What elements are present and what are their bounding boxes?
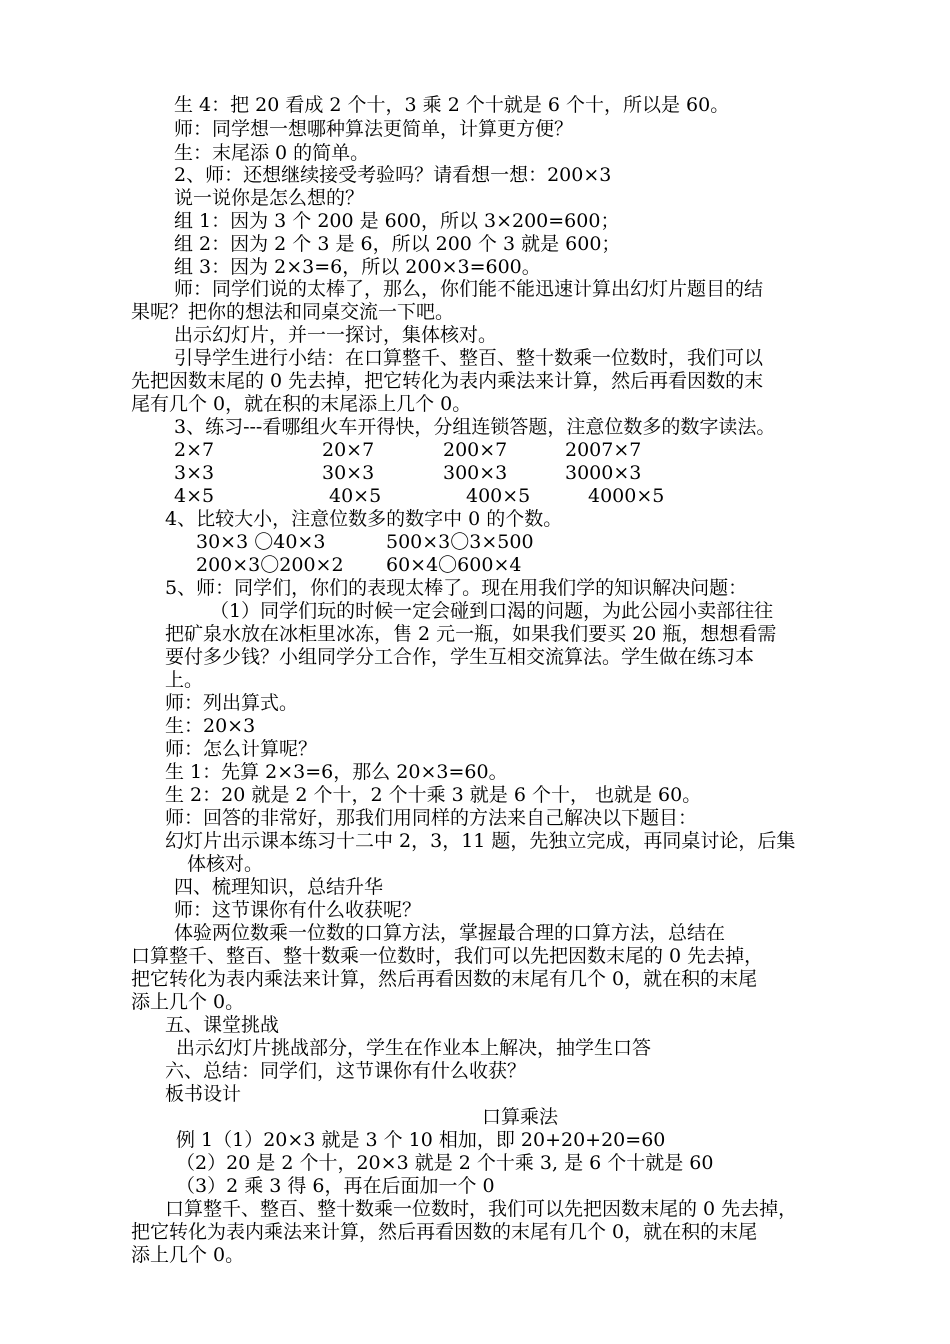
section-heading: 五、课堂挑战 [165,1014,280,1036]
text-line: 果呢？把你的想法和同桌交流一下吧。 [131,301,455,323]
practice-item: 2×7 [174,439,215,461]
compare-item: 30×3 〇40×3 [196,531,326,553]
text-line: 例 1（1）20×3 就是 3 个 10 相加，即 20+20+20=60 [176,1129,666,1151]
text-line: 尾有几个 0，就在积的末尾添上几个 0。 [131,393,472,415]
text-line: （2）20 是 2 个十，20×3 就是 2 个十乘 3, 是 6 个十就是 60 [176,1152,714,1174]
text-line: 出示幻灯片挑战部分，学生在作业本上解决，抽学生口答 [176,1037,652,1059]
text-line: （1）同学们玩的时候一定会碰到口渴的问题，为此公园小卖部往往 [210,600,774,622]
text-line: 上。 [165,669,204,691]
text-line: 先把因数末尾的 0 先去掉，把它转化为表内乘法来计算，然后再看因数的末 [131,370,764,392]
text-line: 添上几个 0。 [131,991,245,1013]
text-line: 要付多少钱？小组同学分工合作，学生互相交流算法。学生做在练习本 [165,646,755,668]
text-line: 师：怎么计算呢？ [165,738,318,760]
text-line: 5、师：同学们，你们的表现太棒了。现在用我们学的知识解决问题： [165,577,748,599]
text-line: 组 3：因为 2×3=6，所以 200×3=600。 [174,256,541,278]
practice-item: 20×7 [322,439,375,461]
text-line: 幻灯片出示课本练习十二中 2，3，11 题，先独立完成，再同桌讨论，后集 [165,830,796,852]
section-heading: 六、总结：同学们，这节课你有什么收获？ [165,1060,527,1082]
practice-item: 300×3 [443,462,508,484]
text-line: 组 2：因为 2 个 3 是 6，所以 200 个 3 就是 600； [174,233,621,255]
text-line: 师：回答的非常好，那我们用同样的方法来自己解决以下题目： [165,807,698,829]
practice-item: 4×5 [174,485,215,507]
text-line: 生：末尾添 0 的简单。 [174,142,370,164]
text-line: 2、师：还想继续接受考验吗？请看想一想：200×3 [174,164,612,186]
compare-item: 200×3〇200×2 [196,554,344,576]
text-line: 口算整千、整百、整十数乘一位数时，我们可以先把因数末尾的 0 先去掉， [131,945,764,967]
section-heading: 板书设计 [165,1083,242,1105]
text-line: 生 4：把 20 看成 2 个十，3 乘 2 个十就是 6 个十，所以是 60。 [174,94,730,116]
text-line: （3）2 乘 3 得 6，再在后面加一个 0 [176,1175,495,1197]
text-line: 生：20×3 [165,715,256,737]
text-line: 出示幻灯片，并一一探讨，集体核对。 [174,324,498,346]
practice-item: 3000×3 [565,462,642,484]
text-line: 生 2：20 就是 2 个十，2 个十乘 3 就是 6 个十， 也就是 60。 [165,784,702,806]
text-line: 组 1：因为 3 个 200 是 600，所以 3×200=600； [174,210,620,232]
text-line: 师：这节课你有什么收获呢？ [174,899,422,921]
text-line: 口算整千、整百、整十数乘一位数时，我们可以先把因数末尾的 0 先去掉， [165,1198,798,1220]
text-line: 师：列出算式。 [165,692,299,714]
practice-item: 30×3 [322,462,375,484]
practice-item: 2007×7 [565,439,642,461]
practice-item: 400×5 [466,485,531,507]
practice-item: 4000×5 [588,485,665,507]
practice-item: 40×5 [329,485,382,507]
compare-item: 60×4〇600×4 [386,554,522,576]
text-line: 把它转化为表内乘法来计算，然后再看因数的末尾有几个 0，就在积的末尾 [131,1221,758,1243]
section-heading: 四、梳理知识，总结升华 [174,876,384,898]
text-line: 说一说你是怎么想的？ [174,187,365,209]
text-line: 4、比较大小，注意位数多的数字中 0 的个数。 [165,508,563,530]
text-line: 3、练习---看哪组火车开得快，分组连锁答题，注意位数多的数字读法。 [174,416,776,438]
text-line: 生 1：先算 2×3=6，那么 20×3=60。 [165,761,508,783]
practice-item: 200×7 [443,439,508,461]
text-line: 添上几个 0。 [131,1244,245,1266]
text-line: 引导学生进行小结：在口算整千、整百、整十数乘一位数时，我们可以 [174,347,764,369]
compare-item: 500×3〇3×500 [386,531,534,553]
practice-item: 3×3 [174,462,215,484]
text-line: 体验两位数乘一位数的口算方法，掌握最合理的口算方法，总结在 [174,922,726,944]
text-line: 师：同学想一想哪种算法更简单，计算更方便？ [174,118,574,140]
text-line: 把它转化为表内乘法来计算，然后再看因数的末尾有几个 0，就在积的末尾 [131,968,758,990]
text-line: 师：同学们说的太棒了，那么，你们能不能迅速计算出幻灯片题目的结 [174,278,764,300]
text-line: 把矿泉水放在冰柜里冰冻，售 2 元一瓶，如果我们要买 20 瓶，想想看需 [165,623,777,645]
text-line: 体核对。 [187,853,264,875]
board-title: 口算乘法 [481,1106,558,1128]
